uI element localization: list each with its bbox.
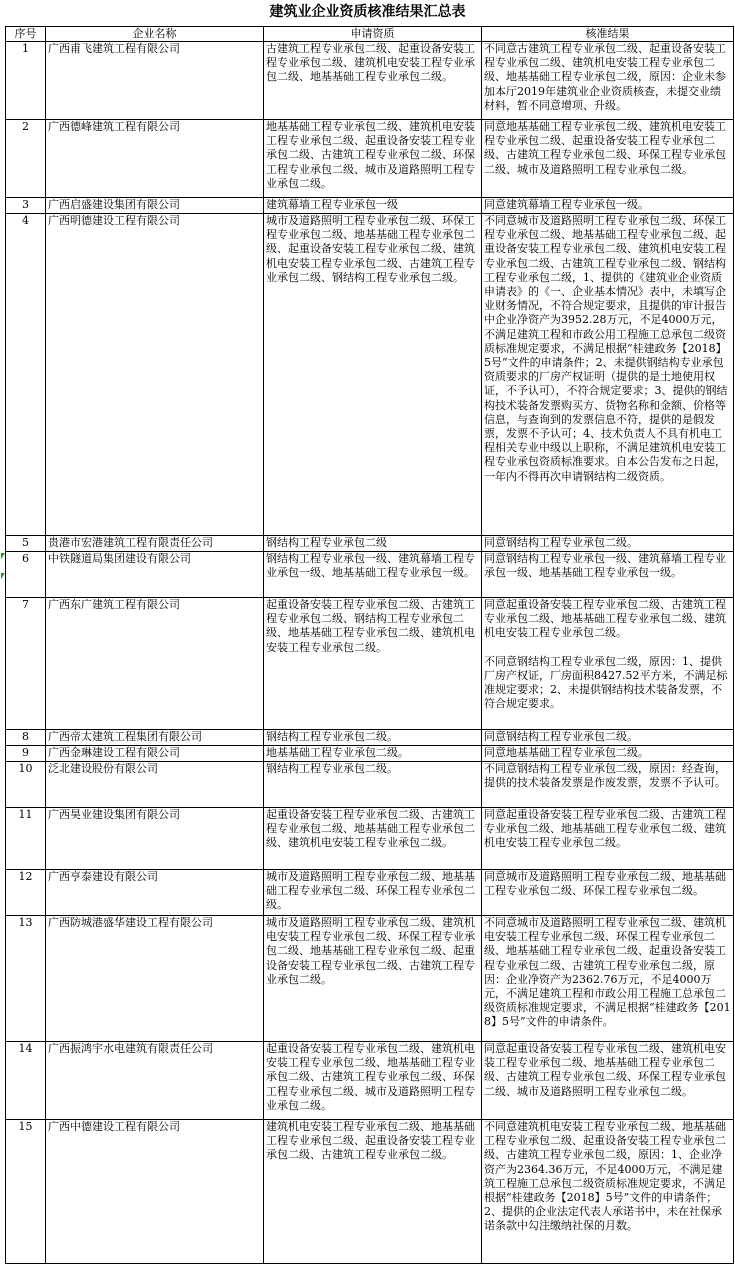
company-name: 广西东广建筑工程有限公司 bbox=[46, 598, 264, 730]
applied-qualification: 城市及道路照明工程专业承包二级、环保工程专业承包二级、地基基础工程专业承包二级、起重设备安装工程专业承包二级、建筑机电安装工程专业承包二级、古建筑工程专业承包二级、钢结构工程专业承包二级。 bbox=[264, 214, 482, 536]
approval-result bbox=[482, 746, 734, 762]
approval-result bbox=[482, 1120, 734, 1264]
applied-qualification: 钢结构工程专业承包二级。 bbox=[264, 730, 482, 746]
result-paragraph: 同意钢结构工程专业承包一级、建筑幕墙工程专业承包一级、地基基础工程专业承包一级。 bbox=[484, 552, 726, 580]
approval-result bbox=[482, 120, 734, 198]
header-no: 序号 bbox=[6, 27, 46, 42]
table-row bbox=[6, 916, 734, 1042]
cell-marker bbox=[1, 564, 5, 570]
table-row bbox=[6, 598, 734, 730]
applied-qualification: 地基基础工程专业承包二级、建筑机电安装工程专业承包二级、起重设备安装工程专业承包二级、古建筑工程专业承包二级、环保工程专业承包二级、城市及道路照明工程专业承包二级。 bbox=[264, 120, 482, 198]
result-paragraph: 同意城市及道路照明工程专业承包二级、地基基础工程专业承包二级、环保工程专业承包二级。 bbox=[484, 870, 726, 898]
result-paragraph: 不同意城市及道路照明工程专业承包二级、建筑机电安装工程专业承包二级、环保工程专业承包二级、地基基础工程专业承包二级、起重设备安装工程专业承包二级、古建筑工程专业承包二级，原因：企业净资产为2362.76万元，不足4000万元，不满足建筑工程和市政公用工程施工总承包二级资质标准规定要求，不满足根据“桂建政务【2018】5号”文件的申请条件。 bbox=[484, 916, 731, 1029]
result-paragraph: 不同意城市及道路照明工程专业承包二级、环保工程专业承包二级、地基基础工程专业承包二级、起重设备安装工程专业承包二级、建筑机电安装工程专业承包二级、古建筑工程专业承包二级、钢结构工程专业承包二级，1、提供的《建筑业企业资质申请表》的《一、企业基本情况》表中，未填写企业财务情况，不符合规定要求，且提供的审计报告中企业净资产为3952.28万元，不足4000万元，不满足建筑工程和市政公用工程施工总承包二级资质标准规定要求，不满足根据“桂建政务【2018】5号”文件的申请条件；2、未提供钢结构专业承包资质要求的厂房产权证明（提供的是土地使用权证，不予认可），不符合规定要求；3、提供的钢结构技术装备发票购买方、货物名称和金额、价格等信息，与查询到的发票信息不符，提供的是假发票，发票不予认可；4、技术负责人不具有机电工程相关专业中级以上职称，不满足建筑机电安装工程专业承包资质标准要求。自本公告发布之日起，一年内不得再次申请钢结构二级资质。 bbox=[484, 214, 728, 483]
applied-qualification: 起重设备安装工程专业承包二级、建筑机电安装工程专业承包二级、地基基础工程专业承包二级、古建筑工程专业承包二级、环保工程专业承包二级、城市及道路照明工程专业承包二级。 bbox=[264, 1042, 482, 1120]
result-paragraph: 同意起重设备安装工程专业承包二级、建筑机电安装工程专业承包二级、地基基础工程专业承包二级、古建筑工程专业承包二级、环保工程专业承包二级、城市及道路照明工程专业承包二级。 bbox=[484, 1042, 726, 1098]
page-title: 建筑业企业资质核准结果汇总表 bbox=[269, 4, 466, 20]
approval-result bbox=[482, 762, 734, 808]
company-name: 广西昊业建设集团有限公司 bbox=[46, 808, 264, 870]
result-paragraph: 不同意钢结构工程专业承包二级，原因：1、提供厂房产权证，厂房面积8427.52平方米，不满足标准规定要求；2、未提供钢结构技术装备发票，不符合规定要求。 bbox=[484, 654, 728, 711]
applied-qualification: 城市及道路照明工程专业承包二级、建筑机电安装工程专业承包二级、环保工程专业承包二级、地基基础工程专业承包二级、起重设备安装工程专业承包二级、古建筑工程专业承包二级。 bbox=[264, 916, 482, 1042]
row-number: 10 bbox=[6, 762, 46, 808]
company-name: 贵港市宏港建筑工程有限责任公司 bbox=[46, 536, 264, 552]
table-row bbox=[6, 762, 734, 808]
approval-result bbox=[482, 1042, 734, 1120]
table-row bbox=[6, 536, 734, 552]
table-row bbox=[6, 870, 734, 916]
company-name: 广西帝太建筑工程集团有限公司 bbox=[46, 730, 264, 746]
company-name: 中铁隧道局集团建设有限公司 bbox=[46, 552, 264, 598]
approval-result bbox=[482, 198, 734, 214]
table-row bbox=[6, 120, 734, 198]
table-header-row bbox=[6, 27, 734, 42]
row-number: 1 bbox=[6, 42, 46, 120]
applied-qualification: 钢结构工程专业承包二级 bbox=[264, 536, 482, 552]
company-name: 广西振鸿宇水电建筑有限责任公司 bbox=[46, 1042, 264, 1120]
company-name: 广西启盛建设集团有限公司 bbox=[46, 198, 264, 214]
header-apply: 申请资质 bbox=[264, 27, 482, 42]
applied-qualification: 建筑幕墙工程专业承包一级 bbox=[264, 198, 482, 214]
company-name: 广西防城港盛华建设工程有限公司 bbox=[46, 916, 264, 1042]
approval-result bbox=[482, 552, 734, 598]
row-number: 8 bbox=[6, 730, 46, 746]
result-paragraph: 同意地基基础工程专业承包二级。 bbox=[484, 746, 649, 759]
row-number: 13 bbox=[6, 916, 46, 1042]
row-number: 2 bbox=[6, 120, 46, 198]
applied-qualification: 建筑机电安装工程专业承包二级、地基基础工程专业承包二级、起重设备安装工程专业承包二级、古建筑工程专业承包二级。 bbox=[264, 1120, 482, 1264]
company-name: 广西甫飞建筑工程有限公司 bbox=[46, 42, 264, 120]
applied-qualification: 起重设备安装工程专业承包二级、古建筑工程专业承包二级、地基基础工程专业承包二级、建筑机电安装工程专业承包二级。 bbox=[264, 808, 482, 870]
approval-result bbox=[482, 808, 734, 870]
approval-result bbox=[482, 536, 734, 552]
row-number: 6 bbox=[6, 552, 46, 598]
table-row bbox=[6, 42, 734, 120]
table-row bbox=[6, 198, 734, 214]
row-number: 4 bbox=[6, 214, 46, 536]
result-paragraph: 不同意古建筑工程专业承包二级、起重设备安装工程专业承包二级、建筑机电安装工程专业承包二级、地基基础工程专业承包二级，原因：企业未参加本厅2019年建筑业企业资质核查，未提交业绩材料，暂不同意增项、升级。 bbox=[484, 42, 726, 112]
applied-qualification: 古建筑工程专业承包二级、起重设备安装工程专业承包二级、建筑机电安装工程专业承包二级、地基基础工程专业承包二级。 bbox=[264, 42, 482, 120]
company-name: 广西德峰建筑工程有限公司 bbox=[46, 120, 264, 198]
approval-result bbox=[482, 870, 734, 916]
result-paragraph: 不同意钢结构工程专业承包二级，原因：经查询，提供的技术装备发票是作废发票，发票不予认可。 bbox=[484, 762, 726, 790]
applied-qualification: 钢结构工程专业承包二级。 bbox=[264, 762, 482, 808]
row-number: 11 bbox=[6, 808, 46, 870]
approval-result bbox=[482, 916, 734, 1042]
result-paragraph: 同意钢结构工程专业承包二级。 bbox=[484, 730, 638, 743]
result-paragraph: 不同意建筑机电安装工程专业承包二级、地基基础工程专业承包二级、起重设备安装工程专业承包二级、古建筑工程专业承包二级，原因：1、企业净资产为2364.36万元，不足4000万元，不满足建筑工程施工总承包二级资质标准规定要求，不满足根据“桂建政务【2018】5号”文件的申请条件；2、提供的企业法定代表人承诺书中，未在社保承诺条款中勾注缴纳社保的月数。 bbox=[484, 1120, 726, 1233]
result-paragraph: 同意建筑幕墙工程专业承包一级。 bbox=[484, 198, 649, 211]
table-row bbox=[6, 1042, 734, 1120]
row-number: 12 bbox=[6, 870, 46, 916]
table-row bbox=[6, 808, 734, 870]
results-table bbox=[5, 26, 734, 1264]
row-number: 14 bbox=[6, 1042, 46, 1120]
row-number: 7 bbox=[6, 598, 46, 730]
result-paragraph: 同意起重设备安装工程专业承包二级、古建筑工程专业承包二级、地基基础工程专业承包二级、建筑机电安装工程专业承包二级。 bbox=[484, 598, 726, 640]
company-name: 广西亨泰建设有限公司 bbox=[46, 870, 264, 916]
row-number: 15 bbox=[6, 1120, 46, 1264]
table-row bbox=[6, 552, 734, 598]
company-name: 广西明德建设工程有限公司 bbox=[46, 214, 264, 536]
applied-qualification: 起重设备安装工程专业承包二级、古建筑工程专业承包二级、钢结构工程专业承包二级、地基基础工程专业承包二级、建筑机电安装工程专业承包二级。 bbox=[264, 598, 482, 730]
row-number: 5 bbox=[6, 536, 46, 552]
result-paragraph: 同意起重设备安装工程专业承包二级、古建筑工程专业承包二级、地基基础工程专业承包二级、建筑机电安装工程专业承包二级。 bbox=[484, 808, 726, 850]
table-row bbox=[6, 1120, 734, 1264]
header-company: 企业名称 bbox=[46, 27, 264, 42]
company-name: 广西金琳建设工程有限公司 bbox=[46, 746, 264, 762]
applied-qualification: 地基基础工程专业承包二级。 bbox=[264, 746, 482, 762]
header-result: 核准结果 bbox=[482, 27, 734, 42]
company-name: 泛北建设股份有限公司 bbox=[46, 762, 264, 808]
approval-result bbox=[482, 42, 734, 120]
company-name: 广西中德建设工程有限公司 bbox=[46, 1120, 264, 1264]
approval-result bbox=[482, 214, 734, 536]
applied-qualification: 钢结构工程专业承包一级、建筑幕墙工程专业承包一级、地基基础工程专业承包一级。 bbox=[264, 552, 482, 598]
approval-result bbox=[482, 730, 734, 746]
table-row bbox=[6, 746, 734, 762]
result-paragraph: 同意地基基础工程专业承包二级、建筑机电安装工程专业承包二级、起重设备安装工程专业承包二级、古建筑工程专业承包二级、环保工程专业承包二级、城市及道路照明工程专业承包二级。 bbox=[484, 120, 726, 176]
result-paragraph: 同意钢结构工程专业承包二级。 bbox=[484, 536, 638, 549]
row-number: 9 bbox=[6, 746, 46, 762]
paragraph-gap bbox=[484, 641, 731, 655]
row-number: 3 bbox=[6, 198, 46, 214]
table-row bbox=[6, 730, 734, 746]
applied-qualification: 城市及道路照明工程专业承包二级、地基基础工程专业承包二级、环保工程专业承包二级。 bbox=[264, 870, 482, 916]
cell-marker bbox=[1, 544, 5, 550]
approval-result bbox=[482, 598, 734, 730]
table-row bbox=[6, 214, 734, 536]
